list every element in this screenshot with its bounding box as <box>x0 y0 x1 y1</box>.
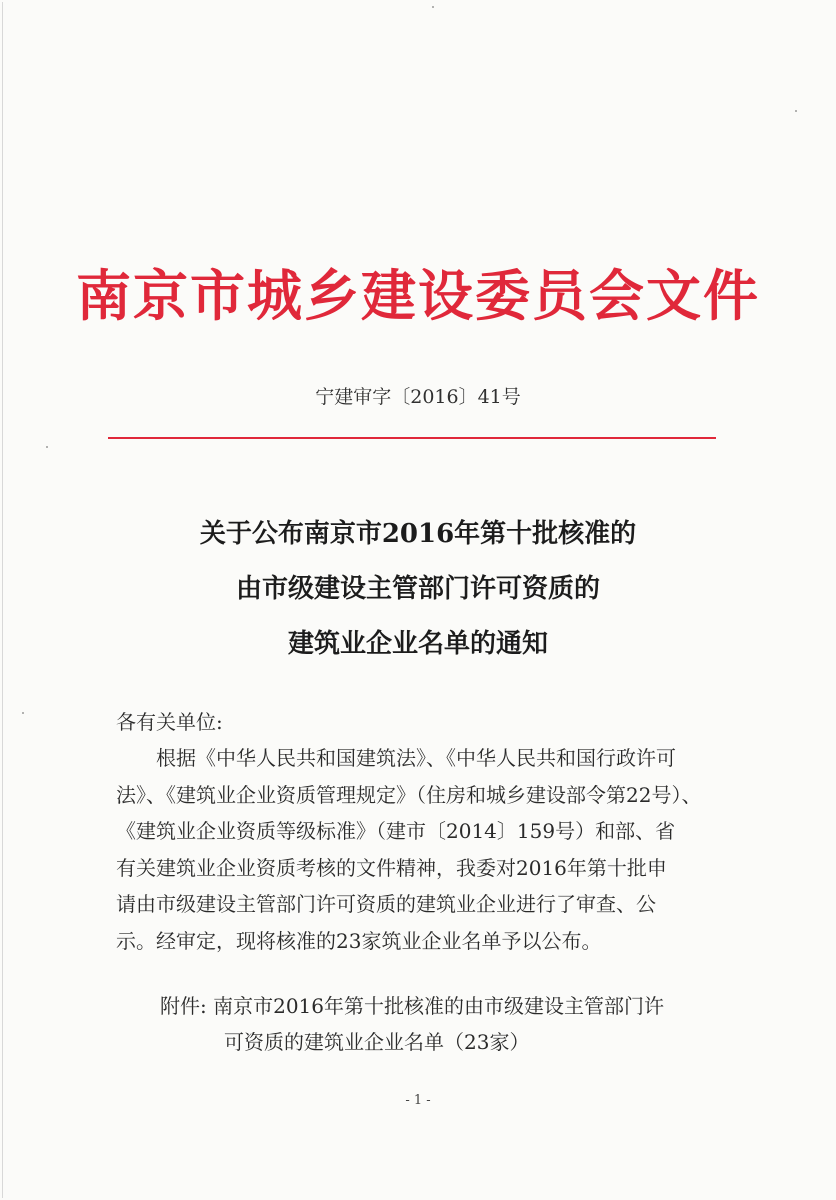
scan-speck <box>46 446 48 448</box>
body-line: 有关建筑业企业资质考核的文件精神，我委对2016年第十批申 <box>116 855 667 880</box>
body-line: 《建筑业企业资质等级标准》（建市〔2014〕159号）和部、省 <box>116 819 676 843</box>
notice-title <box>0 507 836 672</box>
document-header-title: 南京市城乡建设委员会文件 <box>75 263 760 328</box>
scan-speck <box>432 6 434 8</box>
attachment-line: 可资质的建筑业企业名单（23家） <box>224 1030 530 1054</box>
notice-title-line: 建筑业企业名单的通知 <box>287 629 548 659</box>
attachment-line: 附件: 南京市2016年第十批核准的由市级建设主管部门许 <box>160 994 664 1018</box>
scan-speck <box>795 110 797 112</box>
page-number: - 1 - <box>405 1093 431 1108</box>
scan-speck <box>22 712 24 714</box>
body-line: 法》、《建筑业企业资质管理规定》（住房和城乡建设部令第22号）、 <box>116 782 702 807</box>
body-line: 请由市级建设主管部门许可资质的建筑业企业进行了审查、公 <box>116 892 656 916</box>
document-number: 宁建审字〔2016〕41号 <box>315 386 521 408</box>
body-line: 示。经审定，现将核准的23家筑业企业名单予以公布。 <box>116 928 602 953</box>
notice-title-line: 关于公布南京市2016年第十批核准的 <box>199 519 637 549</box>
attachment-note <box>160 988 664 1060</box>
body-line: 根据《中华人民共和国建筑法》、《中华人民共和国行政许可 <box>156 746 676 770</box>
body-paragraph <box>116 740 720 959</box>
notice-title-line: 由市级建设主管部门许可资质的 <box>235 574 600 604</box>
red-divider-line <box>108 437 716 439</box>
salutation: 各有关单位: <box>116 710 223 734</box>
